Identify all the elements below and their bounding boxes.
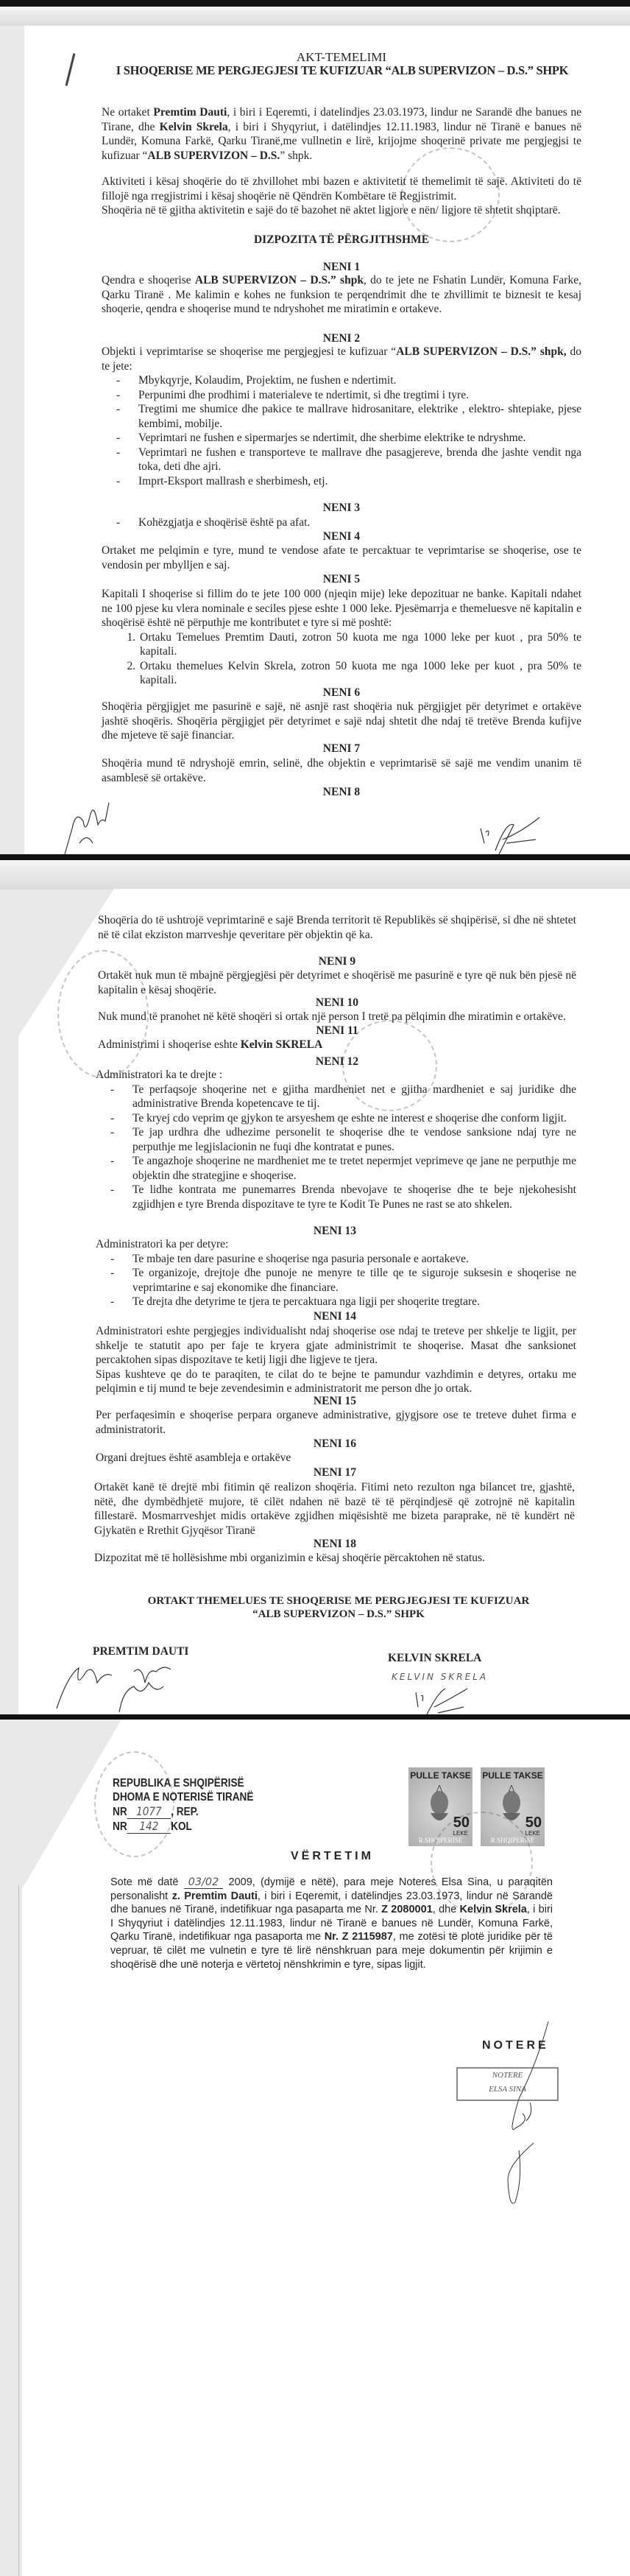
- signature-icon: [412, 1685, 471, 1718]
- activity-paragraph-2: Shoqëria në të gjitha aktivitetin e sajë do të bazohet në aktet ligjore e nën/ ligjore të shtetit shqiptarë.: [102, 204, 561, 217]
- list-item: 1. Ortaku Temelues Premtim Dauti, zotron 50 kuota me nga 1000 leke per kuot , pra 50% te kapitali.: [138, 630, 581, 659]
- article-13-text: [96, 1237, 576, 1309]
- article-heading: NENI 3: [322, 502, 361, 514]
- article-heading: NENI 11: [316, 1024, 358, 1037]
- article-9-text: Ortakët nuk mun të mbajnë përgjegjësi për detyrimet e shoqërisë me pasurinë e tyre që nuk bën pjesë në kapitalin e kësaj shoqërie.: [98, 969, 576, 996]
- article-7-text: Shoqëria mund të ndryshojë emrin, selinë, dhe objektin e veprimtarisë së sajë me vendim unanim të asamblesë së ortakëve.: [102, 757, 581, 784]
- article-10-text: Nuk mund të pranohet në këtë shoqëri si ortak një person I tretë pa pëlqimin dhe miratimin e ortakëve.: [98, 1010, 566, 1023]
- list-item: - Imprt-Eksport mallrash e sherbimesh, etj.: [138, 474, 581, 489]
- section-heading: DIZPOZITA TË PËRGJITHSHME: [253, 233, 429, 246]
- article-heading: NENI 14: [313, 1310, 357, 1323]
- article-text: Qendra e shoqerise: [102, 274, 195, 286]
- administrator-name: Kelvin SKRELA: [240, 1038, 323, 1051]
- tax-stamp-currency: LEKE: [453, 1830, 468, 1837]
- notary-header: [113, 1776, 253, 1834]
- founder-name: KELVIN SKRELA: [388, 1652, 482, 1664]
- company-name: ALB SUPERVIZON – D.S.” shpk: [194, 274, 364, 286]
- partner-name: Kelvin Skrela: [459, 1904, 527, 1916]
- list-item: - Te organizoje, drejtoje dhe punoje ne menyre te tille qe te siguroje suksesin e shoqerise ne veprimtarine e saj ekonomike dhe financiare.: [132, 1266, 576, 1295]
- republic-label: REPUBLIKA E SHQIPËRISË: [113, 1777, 244, 1790]
- cert-text: , i biri i Eqeremit, i datëlindjes 23.03.1973, lindur në Sarandë dhe banues në Tiranë, indetifikuar nga pasaparta me Nr.: [110, 1890, 553, 1916]
- scan-shadow: [0, 7, 630, 26]
- article-heading: NENI 13: [313, 1225, 357, 1237]
- article-heading: NENI 2: [322, 332, 361, 345]
- activity-paragraph: Aktiviteti i kësaj shoqërie do të zhvillohet mbi bazen e aktivitetit të themelimit të sajë. Aktiviteti do të fillojë nga rregjistrimi i kësaj shoqërie në Qëndrën Kombëtare të Regjistrimit.: [102, 175, 581, 203]
- partner-name: Kelvin Skrela: [159, 120, 228, 133]
- stamp-line: ELSA SINA: [489, 2085, 526, 2094]
- article-text: do te jete:: [102, 345, 581, 373]
- partner-name: z. Premtim Dauti: [171, 1890, 258, 1902]
- company-name: ALB SUPERVIZON – D.S.: [147, 149, 280, 162]
- list-item: - Te angazhoje shoqerine ne mardheniet me te tretet nepermjet veprimeve qe jane ne perputhje me objektin dhe strategjine e shoqerise.: [132, 1154, 576, 1183]
- list-item: - Te mbaje ten dare pasurine e shoqerise nga pasuria personale e aortakeve.: [132, 1252, 576, 1267]
- article-3-text: [102, 515, 581, 530]
- intro-text: ” shpk.: [280, 149, 313, 162]
- cert-text: , dhe: [432, 1904, 460, 1916]
- list-item: - Perpunimi dhe prodhimi i materialeve te ndertimit, si dhe tregtimi i tyre.: [138, 388, 581, 403]
- list-item: - Kohëzgjatja e shoqërisë është pa afat.: [138, 515, 581, 530]
- list-item: - Te perfaqsoje shoqerine net e gjitha mardheniet net e gjitha mardheniet e saj juridike dhe administrative Brenda kopetencave te tij.: [132, 1083, 576, 1111]
- article-heading: NENI 12: [315, 1055, 359, 1068]
- article-heading: NENI 4: [322, 530, 361, 543]
- partner-name: Premtim Dauti: [153, 106, 227, 119]
- certification-text: [110, 1876, 553, 1971]
- portrait-icon: [425, 1784, 454, 1828]
- kol-number: 142: [127, 1819, 171, 1834]
- signature-icon: [464, 2018, 552, 2209]
- article-5-text: [102, 587, 581, 688]
- list-item: - Mbykqyrje, Kolaudim, Projektim, ne fushen e ndertimit.: [138, 373, 581, 388]
- chamber-label: DHOMA E NOTERISË TIRANË: [113, 1791, 254, 1803]
- list-item: - Te kryej cdo veprim qe gjykon te arsyeshem qe eshte ne interest e shoqerise dhe conform ligjit.: [132, 1111, 576, 1126]
- passport-number: Nr. Z 2115987: [324, 1931, 393, 1943]
- handwritten-name: KELVIN SKRELA: [392, 1672, 489, 1682]
- cert-text: , me zotësi të plotë juridike për të vepruar, të cilët me vulnetin e tyre të lirë nënshkruan para meje dokumentin për krijimin e shoqërisë dhe unë noterja e vërtetoj nënshkrimin e tyre, sipas ligjit.: [110, 1931, 553, 1971]
- signature-icon: [57, 799, 116, 858]
- passport-number: Z 2080001: [381, 1904, 433, 1916]
- article-text: Administratori ka te drejte :: [96, 1069, 223, 1081]
- tax-stamp-value: 50: [453, 1815, 470, 1831]
- signature-icon: [53, 1661, 200, 1716]
- intro-paragraph: [102, 105, 581, 163]
- list-item: - Te lidhe kontrata me punemarres Brenda nbevojave te shoqerise dhe te beje njekohesisht zgjidhjen e tyre Brenda dispozitave te tyre te Kodit Te Punes ne rast se ato shkelen.: [132, 1183, 576, 1211]
- article-heading: NENI 6: [322, 686, 361, 699]
- list-item: - Te drejta dhe detyrime te tjera te percaktuara nga ligji per shoqerite tregtare.: [132, 1295, 576, 1309]
- article-heading: NENI 18: [313, 1538, 357, 1550]
- tax-stamp-title: PULLE TAKSE: [410, 1770, 471, 1781]
- article-heading: NENI 15: [313, 1395, 357, 1407]
- tax-stamp-title: PULLE TAKSE: [482, 1770, 543, 1781]
- article-heading: NENI 8: [322, 786, 361, 798]
- signature-icon: [477, 814, 543, 858]
- list-item: - Te jap urdhra dhe udhezime personelit te shoqerise dhe te vendose sanksione ndaj tyre ne perputhje me legjislacionin ne fuqi dhe kontratat e punes.: [132, 1125, 576, 1154]
- article-6-text: Shoqëria përgjigjet me pasurinë e sajë, në asnjë rast shoqëria nuk përgjigjet për detyrimet e ortakëve jashtë shoqëris. Shoqëria përgjigjet për detyrimet e sajë ndaj shtetit dhe ndaj të tretëve Brenda kufijve dhe mjeteve të sajë financiar.: [102, 700, 581, 742]
- page-edge: [18, 1885, 19, 2576]
- rep-number: 1077: [127, 1804, 171, 1819]
- list-item: 2. Ortaku themelues Kelvin Skrela, zotron 50 kuota me nga 1000 leke per kuot , pra 50% te kapitali.: [138, 659, 581, 688]
- tax-stamp-currency: LEKE: [525, 1830, 540, 1837]
- article-16-text: Organi drejtues është asambleja e ortakëve: [96, 1451, 291, 1464]
- article-heading: NENI 7: [322, 742, 361, 755]
- nr-label: NR: [113, 1820, 127, 1833]
- tax-stamp-issuer: R.SHQIPERISE: [490, 1837, 535, 1844]
- list-item: - Tregtimi me shumice dhe pakice te mallrave hidrosanitare, elektrike , elektro- shtepiake, pjese kembimi, mobilje.: [138, 402, 581, 431]
- article-heading: NENI 17: [313, 1466, 357, 1479]
- scan-edge: [0, 0, 630, 7]
- article-heading: NENI 1: [322, 261, 361, 273]
- stamp-line: NOTERE: [492, 2071, 523, 2080]
- article-heading: NENI 10: [315, 996, 359, 1009]
- intro-text: Ne ortaket: [102, 106, 154, 119]
- founders-company: “ALB SUPERVIZON – D.S.” SHPK: [252, 1608, 425, 1620]
- article-2-text: [102, 345, 581, 488]
- article-text: Administratori ka per detyre:: [96, 1238, 229, 1250]
- article-18-text: Dizpozitat më të hollësishme mbi organizimin e kësaj shoqërie përcaktohen në status.: [94, 1552, 485, 1564]
- article-1-text: [102, 273, 581, 317]
- article-17-text: Ortakët kanë të drejtë mbi fitimin që realizon shoqëria. Fitimi neto rezulton nga bilancet tre, gjashtë, nëtë, dhe dymbëdhjetë mujore, të cilët ndahen në bazë të të përqindjesë që zotrojnë në kapitalin fillestarë. Mosmarrveshjet midis ortakëve zgjidhen miqësishtë me bizeta paraprake, në të kundërt në Gjykatën e Rrethit Gjyqësor Tiranë: [94, 1481, 575, 1537]
- list-item: - Veprimtari ne fushen e transporteve te mallrave dhe pasagjereve, brenda dhe jashte vendit nga toka, deti dhe ajri.: [138, 446, 581, 474]
- scan-shadow: [0, 860, 630, 890]
- article-11-text: [98, 1038, 576, 1052]
- company-name: ALB SUPERVIZON – D.S.” shpk,: [396, 345, 567, 358]
- article-text: Administratori eshte pergjegjes individualisht ndaj shoqerise ose ndaj te treteve per shkelje te ligjit, per shkelje te statutit apo per faje te kryera gjate administrimit te shoqerise. Masat dhe sanksionet percaktohen sipas dispozitave te ketij ligji dhe ligjeve te tjera.: [96, 1325, 576, 1366]
- article-text: Administrimi i shoqerise eshte: [98, 1038, 241, 1051]
- article-text: Kapitali I shoqerise si fillim do te jete 100 000 (njeqin mije) leke depozituar ne banke. Kapitali ndahet ne 100 pjese ku vlera nominale e seciles pjese eshte 1 000 leke. Pjesëmarrja e themeluesve në kapitalin e shoqërisë është në përputhje me kontributet e tyre si më poshtë:: [102, 588, 581, 629]
- document-subtitle: I SHOQERISE ME PERGJEGJESI TE KUFIZUAR “ALB SUPERVIZON – D.S.” SHPK: [116, 63, 569, 77]
- article-text: , do te jete ne Fshatin Lundër, Komuna Farke, Qarku Tiranë . Me kalimin e kohes ne funksion te perqendrimit dhe te zhvillimit te biznesit te kesaj shoqerie, qendra e shoqerise mund te ndryshohet me miratimin e ortakeve.: [102, 274, 581, 315]
- article-heading: NENI 9: [318, 955, 356, 968]
- article-8-text: Shoqëria do të ushtrojë veprimtarinë e sajë Brenda territorit të Republikës së shqipërisë, si dhe në shtetet në të cilat ekziston marrveshje qeveritare për objektin që ka.: [98, 914, 576, 941]
- article-heading: NENI 5: [322, 573, 361, 585]
- intro-text: , i biri i Eqeremti, i datelindjes 23.03.1973, lindur ne Sarandë dhe banues ne Tirane, dhe: [102, 106, 582, 133]
- handwritten-date: 03/02: [184, 1876, 224, 1889]
- tax-stamp-value: 50: [525, 1815, 542, 1831]
- article-14-text: [96, 1324, 576, 1396]
- tax-stamp-issuer: R.SHQIPERISE: [418, 1837, 463, 1844]
- notary-label: NOTERE: [482, 2039, 549, 2052]
- cert-text: , i biri I Shyqyriut i datëlindjes 12.11.1983, lindur në Tiranë e banues në Lundër, Komuna Farkë, Qarku Tiranë, indetifikuar nga pasaporta me: [110, 1904, 553, 1943]
- nr-label: NR: [113, 1806, 127, 1818]
- article-heading: NENI 16: [313, 1437, 357, 1450]
- article-12-text: [96, 1068, 576, 1211]
- article-15-text: Per perfaqesimin e shoqerise perpara organeve administrative, gjygjsore ose te treteve duhet firma e administratorit.: [96, 1409, 576, 1436]
- document-title: AKT-TEMELIMI: [296, 50, 387, 64]
- cert-text: Sote më datë: [110, 1876, 184, 1888]
- article-text: Sipas kushteve qe do te paraqiten, te cilat do te bejne te pamundur vazhdimin e detyres, ortaku me pelqimin e tij mund te beje zevendesimin e administratorit me person dhe jo ortak.: [96, 1368, 576, 1395]
- kol-label: KOL: [171, 1820, 192, 1833]
- founder-name: PREMTIM DAUTI: [93, 1645, 189, 1658]
- founders-heading: ORTAKT THEMELUES TE SHOQERISE ME PERGJEGJESI TE KUFIZUAR: [147, 1595, 530, 1607]
- cert-text: 2009, (dymijë e nëtë), para meje Noteres Elsa Sina, u paraqitën personalisht: [110, 1876, 553, 1902]
- list-item: - Veprimtari ne fushen e sipermarjes se ndertimit, dhe sherbime elektrike te ndryshme.: [138, 431, 581, 446]
- intro-text: , i biri i Shyqyriut, i datëlindjes 12.11.1983, lindur në Tiranë e banues në Lundër, Komuna Farkë, Qarku Tiranë,me vullnetin e lirë, krijojme shoqerinë private me pergjegjsi te kufizuar “: [102, 120, 581, 162]
- article-text: Objekti i veprimtarise se shoqerise me pergjegjesi te kufizuar “: [102, 345, 397, 358]
- article-4-text: Ortaket me pelqimin e tyre, mund te vendose afate te percaktuar te veprimtarise se shoqerise, ose te vendosin per mbylljen e saj.: [102, 544, 581, 571]
- rep-label: , REP.: [171, 1806, 199, 1818]
- certification-title: VËRTETIM: [291, 1850, 374, 1862]
